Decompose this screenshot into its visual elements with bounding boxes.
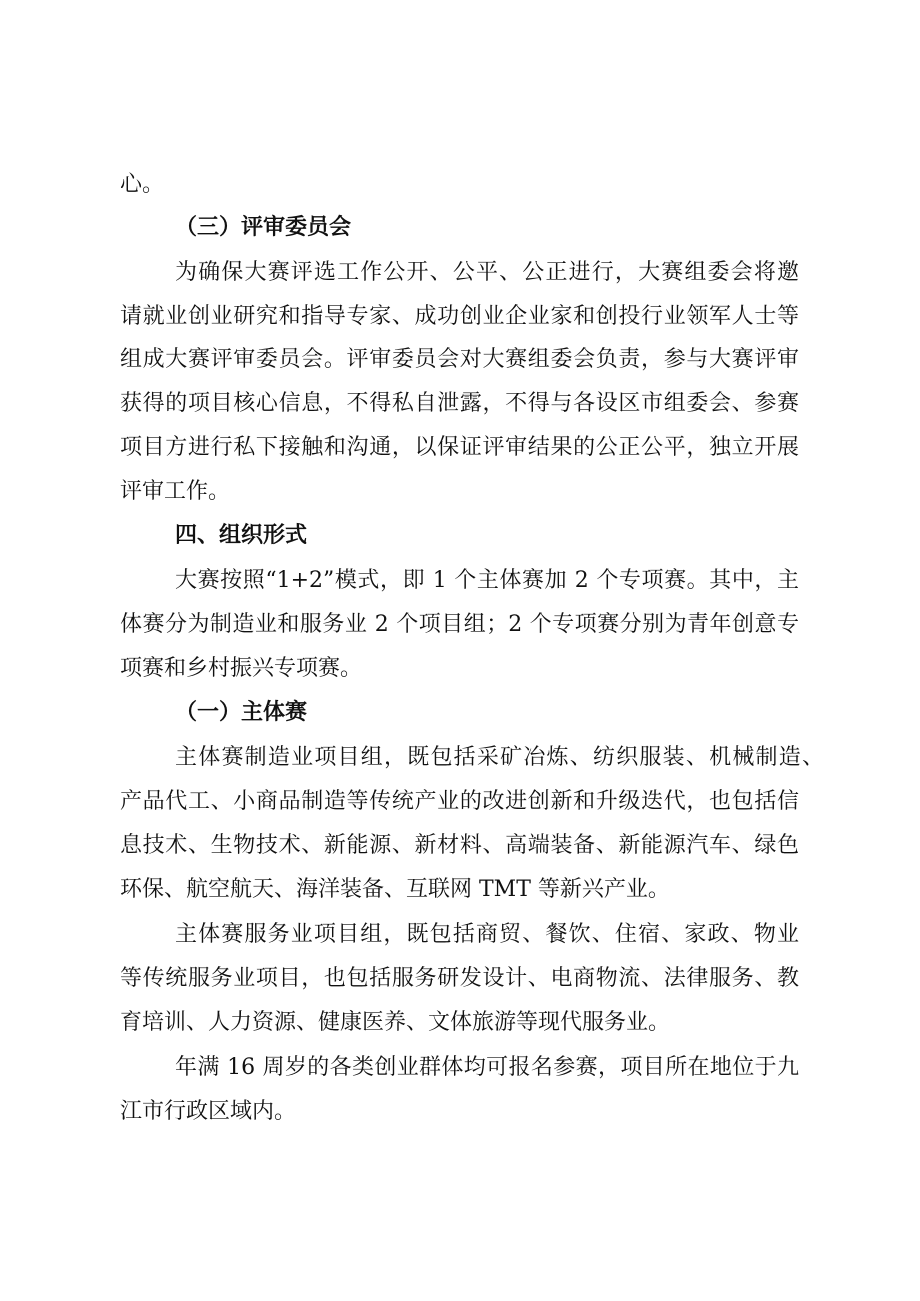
section-heading-organization-form: 四、组织形式: [175, 523, 308, 548]
paragraph-line: 项目方进行私下接触和沟通，以保证评审结果的公正公平，独立开展: [120, 435, 799, 460]
paragraph-line: 年满 16 周岁的各类创业群体均可报名参赛，项目所在地位于九: [175, 1055, 799, 1080]
paragraph-line: 产品代工、小商品制造等传统产业的改进创新和升级迭代，也包括信: [120, 789, 799, 814]
paragraph-line: 组成大赛评审委员会。评审委员会对大赛组委会负责，参与大赛评审: [120, 347, 799, 372]
paragraph-line: 大赛按照“1+2”模式，即 1 个主体赛加 2 个专项赛。其中，主: [175, 568, 799, 593]
paragraph-line: 为确保大赛评选工作公开、公平、公正进行，大赛组委会将邀: [175, 260, 799, 285]
section-heading-review-committee: （三）评审委员会: [175, 215, 352, 240]
paragraph-line: 主体赛制造业项目组，既包括采矿冶炼、纺织服装、机械制造、: [175, 745, 824, 770]
continuation-text: 心。: [120, 172, 165, 197]
paragraph-line: 育培训、人力资源、健康医养、文体旅游等现代服务业。: [120, 1010, 671, 1035]
subsection-heading-main-contest: （一）主体赛: [175, 700, 308, 725]
paragraph-line: 江市行政区域内。: [120, 1099, 297, 1124]
paragraph-line: 获得的项目核心信息，不得私自泄露，不得与各设区市组委会、参赛: [120, 391, 799, 416]
paragraph-line: 主体赛服务业项目组，既包括商贸、餐饮、住宿、家政、物业: [175, 922, 799, 947]
paragraph-line: 项赛和乡村振兴专项赛。: [120, 656, 363, 681]
paragraph-line: 体赛分为制造业和服务业 2 个项目组；2 个专项赛分别为青年创意专: [120, 612, 799, 637]
paragraph-line: 等传统服务业项目，也包括服务研发设计、电商物流、法律服务、教: [120, 966, 799, 991]
paragraph-line: 环保、航空航天、海洋装备、互联网 TMT 等新兴产业。: [120, 877, 670, 902]
paragraph-line: 息技术、生物技术、新能源、新材料、高端装备、新能源汽车、绿色: [120, 833, 799, 858]
paragraph-line: 请就业创业研究和指导专家、成功创业企业家和创投行业领军人士等: [120, 304, 799, 329]
paragraph-line: 评审工作。: [120, 479, 231, 504]
